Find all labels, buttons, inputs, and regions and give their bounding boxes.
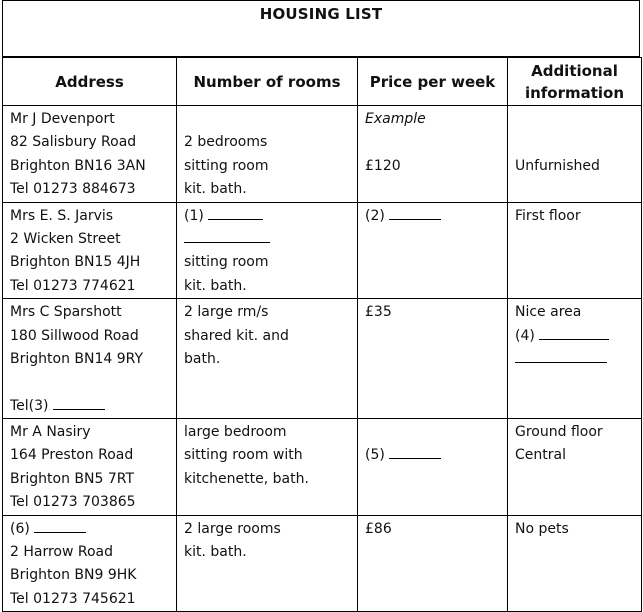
address-cell	[3, 202, 177, 299]
address-line: 82 Salisbury Road	[10, 134, 137, 151]
rooms-line: sitting room	[184, 254, 269, 271]
address-cell	[3, 419, 177, 516]
rooms-line: 2 large rm/s	[184, 304, 269, 321]
rooms-cell	[177, 419, 358, 516]
info-line: No pets	[515, 520, 569, 537]
header-address: Address	[3, 58, 177, 106]
info-line: First floor	[515, 207, 581, 224]
address-cell	[3, 299, 177, 419]
address-line: Brighton BN15 4JH	[10, 254, 141, 271]
header-info-line1: Additional	[531, 61, 618, 80]
rooms-line: shared kit. and	[184, 327, 289, 344]
table-row	[3, 515, 642, 612]
price-cell	[358, 202, 508, 299]
info-cell	[508, 299, 642, 419]
price-value: £86	[365, 520, 392, 537]
info-cell	[508, 106, 642, 203]
rooms-cell	[177, 515, 358, 612]
table-row	[3, 202, 642, 299]
header-row	[3, 58, 642, 106]
example-label: Example	[365, 111, 426, 127]
address-line: 2 Wicken Street	[10, 230, 121, 247]
question-number: (5)	[365, 447, 385, 464]
question-number: (4)	[515, 327, 535, 344]
answer-blank	[515, 348, 607, 363]
table-row	[3, 106, 642, 203]
page-title: HOUSING LIST	[259, 5, 383, 23]
question-number: (6)	[10, 520, 30, 537]
rooms-line: kit. bath.	[184, 544, 247, 561]
rooms-line: sitting room	[184, 157, 269, 174]
answer-blank	[208, 205, 263, 220]
question-number: (1)	[184, 207, 204, 224]
answer-blank	[389, 444, 441, 459]
address-line: Brighton BN16 3AN	[10, 157, 146, 174]
rooms-cell	[177, 106, 358, 203]
info-cell	[508, 202, 642, 299]
rooms-cell	[177, 202, 358, 299]
answer-blank	[389, 205, 441, 220]
info-line: Nice area	[515, 304, 582, 321]
info-line: Unfurnished	[515, 157, 600, 174]
info-cell	[508, 515, 642, 612]
answer-blank	[539, 325, 609, 340]
info-line: Ground floor	[515, 424, 603, 441]
address-line: Mr J Devenport	[10, 111, 115, 127]
rooms-line: large bedroom	[184, 424, 287, 441]
rooms-line: kit. bath.	[184, 181, 247, 198]
address-line: Tel 01273 703865	[10, 494, 136, 511]
address-cell	[3, 515, 177, 612]
question-number: Tel(3)	[10, 397, 49, 414]
price-cell	[358, 299, 508, 419]
rooms-line: bath.	[184, 350, 221, 367]
rooms-line: kitchenette, bath.	[184, 470, 309, 487]
answer-blank	[34, 518, 86, 533]
rooms-line: kit. bath.	[184, 277, 247, 294]
answer-blank	[184, 228, 270, 243]
question-number: (2)	[365, 207, 385, 224]
table-row	[3, 419, 642, 516]
rooms-line: 2 bedrooms	[184, 134, 268, 151]
housing-table	[2, 57, 642, 612]
table-row	[3, 299, 642, 419]
rooms-cell	[177, 299, 358, 419]
address-line: Tel 01273 884673	[10, 181, 136, 198]
rooms-line: 2 large rooms	[184, 520, 281, 537]
price-value: £120	[365, 157, 401, 174]
address-line: Brighton BN9 9HK	[10, 567, 137, 584]
price-cell	[358, 515, 508, 612]
answer-blank	[53, 395, 105, 410]
address-line: Tel 01273 774621	[10, 277, 136, 294]
address-line: Mr A Nasiry	[10, 424, 91, 441]
price-cell	[358, 106, 508, 203]
header-info-line2: information	[524, 83, 625, 102]
address-line: Mrs C Sparshott	[10, 304, 122, 321]
address-line: 2 Harrow Road	[10, 544, 114, 561]
address-line: Tel 01273 745621	[10, 590, 136, 607]
rooms-line	[184, 108, 350, 131]
address-line: Brighton BN5 7RT	[10, 470, 134, 487]
address-line: Brighton BN14 9RY	[10, 350, 144, 367]
address-line: 180 Sillwood Road	[10, 327, 139, 344]
title-box	[2, 0, 640, 57]
info-line: Central	[515, 447, 566, 464]
price-cell	[358, 419, 508, 516]
rooms-line: sitting room with	[184, 447, 303, 464]
info-cell	[508, 419, 642, 516]
header-info	[508, 58, 642, 106]
header-rooms: Number of rooms	[177, 58, 358, 106]
address-cell	[3, 106, 177, 203]
address-line: Mrs E. S. Jarvis	[10, 207, 114, 224]
header-price: Price per week	[358, 58, 508, 106]
price-value: £35	[365, 304, 392, 321]
address-line: 164 Preston Road	[10, 447, 134, 464]
